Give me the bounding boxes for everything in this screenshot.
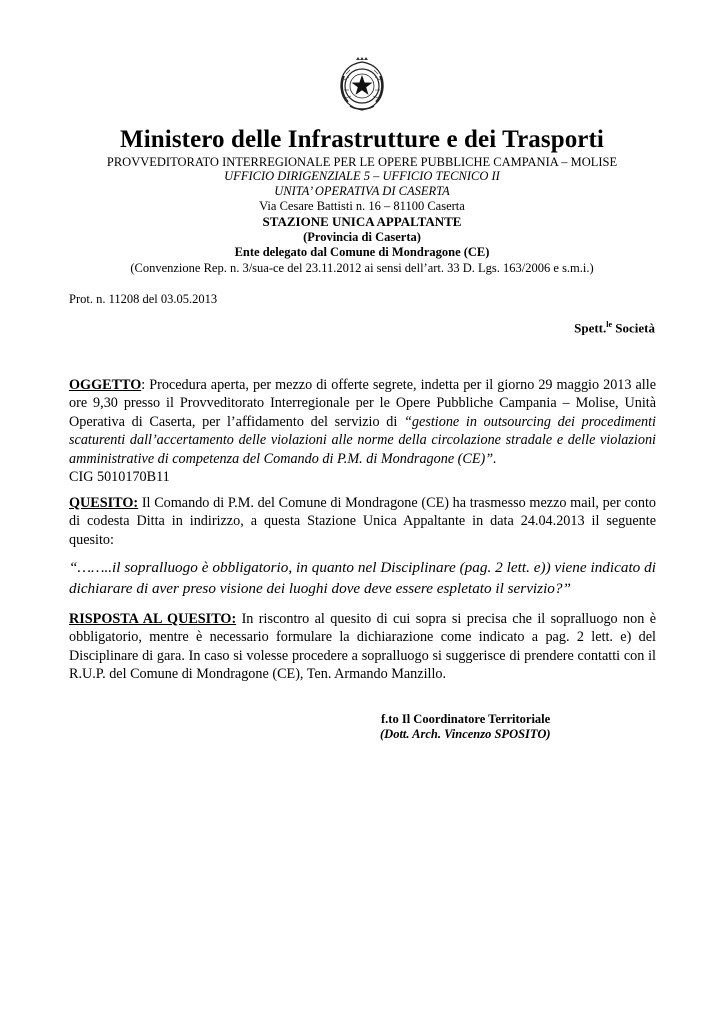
- recipient-sup: le: [606, 320, 613, 329]
- protocol-number: Prot. n. 11208 del 03.05.2013: [69, 292, 218, 306]
- ministry-title: Ministero delle Infrastrutture e dei Trasporti: [120, 126, 604, 153]
- signature-name: (Dott. Arch. Vincenzo SPOSITO): [380, 727, 551, 741]
- stazione-line: STAZIONE UNICA APPALTANTE: [262, 214, 462, 229]
- oggetto-paragraph: [69, 376, 656, 486]
- address-line: Via Cesare Battisti n. 16 – 81100 Caserta: [259, 199, 465, 213]
- risposta-paragraph: [69, 610, 656, 684]
- recipient-prefix: Spett.: [574, 320, 607, 336]
- risposta-label: RISPOSTA AL QUESITO:: [69, 611, 237, 627]
- provincia-line: (Provincia di Caserta): [303, 230, 421, 244]
- oggetto-label: OGGETTO: [69, 377, 142, 393]
- quesito-quote: “……..il sopralluogo è obbligatorio, in quanto nel Disciplinare (pag. 2 lett. e)) viene indicato di dichiarare di aver preso visione dei luoghi dove deve essere espletato il servizio?”: [69, 559, 656, 597]
- convenzione-line: (Convenzione Rep. n. 3/sua-ce del 23.11.2012 ai sensi dell’art. 33 D. Lgs. 163/2006 e s.m.i.): [130, 261, 594, 275]
- oggetto-text: : Procedura aperta, per mezzo di offerte segrete, indetta per il giorno 29 maggio 2013 alle ore 9,30 presso il Provveditorato Interregionale per le Opere Pubbliche Campania – Molise, Unità Operativa di Caserta, per l’affidamento del servizio di: [69, 377, 656, 430]
- oggetto-service-title: “gestione in outsourcing dei procedimenti scaturenti dall’accertamento delle violazioni alle norme della circolazione stradale e delle violazioni amministrative di competenza del Comando di P.M. di Mondragone (CE)”.: [69, 413, 656, 467]
- ente-line: Ente delegato dal Comune di Mondragone (CE): [234, 245, 490, 259]
- signature-title: f.to Il Coordinatore Territoriale: [381, 712, 551, 726]
- unita-line: UNITA’ OPERATIVA DI CASERTA: [274, 184, 450, 198]
- ufficio-line: UFFICIO DIRIGENZIALE 5 – UFFICIO TECNICO II: [224, 169, 500, 183]
- recipient: [574, 320, 655, 336]
- recipient-name: Società: [615, 320, 655, 336]
- cig-code: CIG 5010170B11: [69, 469, 170, 486]
- quesito-paragraph: [69, 494, 656, 549]
- risposta-text: In riscontro al quesito di cui sopra si precisa che il sopralluogo non è obbligatorio, mentre è necessario formulare la dichiarazione come indicato a pag. 2 lett. e) del Disciplinare di gara. In caso si volesse procedere a sopralluogo si suggerisce di prendere contatti con il R.U.P. del Comune di Mondragone (CE), Ten. Armando Manzillo.: [69, 611, 656, 683]
- provveditorato-line: PROVVEDITORATO INTERREGIONALE PER LE OPERE PUBBLICHE CAMPANIA – MOLISE: [106, 155, 618, 169]
- quesito-label: QUESITO:: [69, 495, 139, 511]
- quesito-text: Il Comando di P.M. del Comune di Mondragone (CE) ha trasmesso mezzo mail, per conto di codesta Ditta in indirizzo, a questa Stazione Unica Appaltante in data 24.04.2013 il seguente quesito:: [69, 495, 656, 548]
- italian-republic-emblem-icon: [334, 56, 390, 114]
